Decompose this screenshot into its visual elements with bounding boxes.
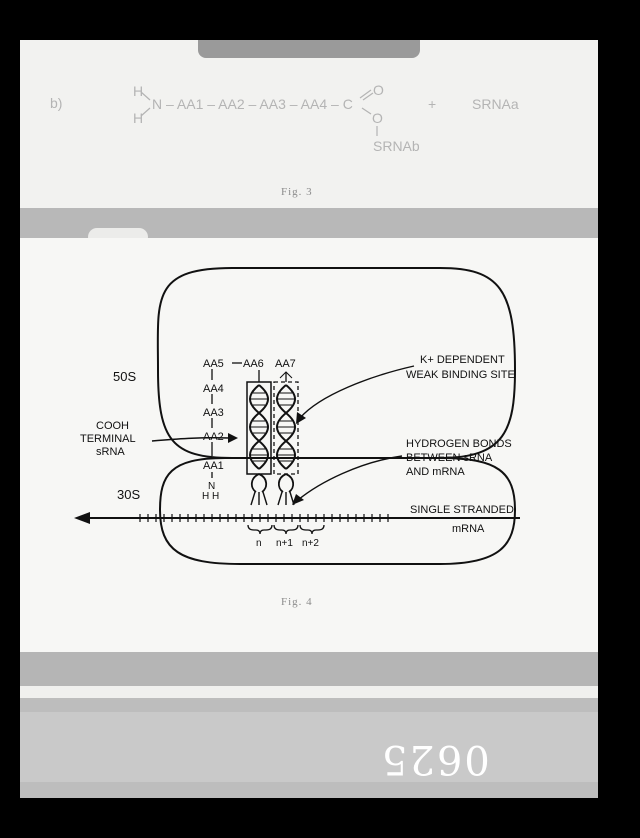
label-cooh-2: TERMINAL	[80, 433, 136, 445]
label-50s: 50S	[113, 369, 137, 384]
fig4-caption: Fig. 4	[281, 596, 313, 608]
label-kplus-1: K+ DEPENDENT	[420, 354, 505, 366]
label-codon-n: n	[256, 538, 262, 549]
trna-left-anticodon-loop	[252, 474, 266, 492]
trna-left-rungs	[251, 393, 267, 461]
label-hh: H H	[202, 491, 220, 502]
label-hbond-1: HYDROGEN BONDS	[406, 438, 512, 450]
codon-brace-n	[248, 525, 272, 534]
fig3-srna-b: SRNAb	[373, 138, 420, 154]
fig3-bonds	[0, 0, 640, 210]
hbond-pointer-arrow	[298, 456, 402, 500]
fig3-label: b)	[50, 95, 63, 111]
fig3-h-top: H	[133, 83, 144, 99]
label-hbond-3: AND mRNA	[406, 466, 465, 478]
fig3-caption: Fig. 3	[281, 186, 313, 198]
fig3-plus: +	[428, 96, 437, 112]
codon-brace-n2	[300, 525, 324, 534]
label-30s: 30S	[117, 487, 141, 502]
label-hbond-2: BETWEEN sRNA	[406, 452, 493, 464]
label-cooh-3: sRNA	[96, 446, 125, 458]
kplus-pointer-arrow	[300, 366, 414, 418]
label-aa3: AA3	[203, 407, 224, 419]
fig3-carbonyl-oxygen: O	[373, 82, 384, 98]
label-codon-n1: n+1	[276, 538, 293, 549]
fig3-h-bottom: H	[133, 110, 144, 126]
label-aa4: AA4	[203, 383, 224, 395]
label-cooh-1: COOH	[96, 420, 129, 432]
codon-brace-n1	[274, 525, 298, 534]
trna-right-rungs	[278, 393, 294, 461]
label-codon-n2: n+2	[302, 538, 319, 549]
gray-band-bottom	[20, 698, 598, 798]
label-mrna: mRNA	[452, 523, 485, 535]
fig3-peptide-chain: N – AA1 – AA2 – AA3 – AA4 – C	[152, 96, 353, 112]
ribosome-diagram	[0, 230, 640, 610]
label-aa6: AA6	[243, 358, 264, 370]
fig3-ester-oxygen: O	[372, 110, 383, 126]
label-aa7: AA7	[275, 358, 296, 370]
handwritten-number: 0625	[380, 736, 490, 782]
label-aa2: AA2	[203, 431, 224, 443]
mrna-arrowhead	[74, 512, 90, 524]
gray-band-middle	[20, 652, 598, 686]
label-aa5: AA5	[203, 358, 224, 370]
label-kplus-2: WEAK BINDING SITE	[406, 369, 515, 381]
fig3-srna-a: SRNAa	[472, 96, 519, 112]
trna-right-anticodon-loop	[279, 474, 293, 492]
label-aa1: AA1	[203, 460, 224, 472]
label-n: N	[208, 481, 216, 492]
white-strip	[20, 686, 598, 698]
label-single-stranded: SINGLE STRANDED	[410, 504, 514, 516]
